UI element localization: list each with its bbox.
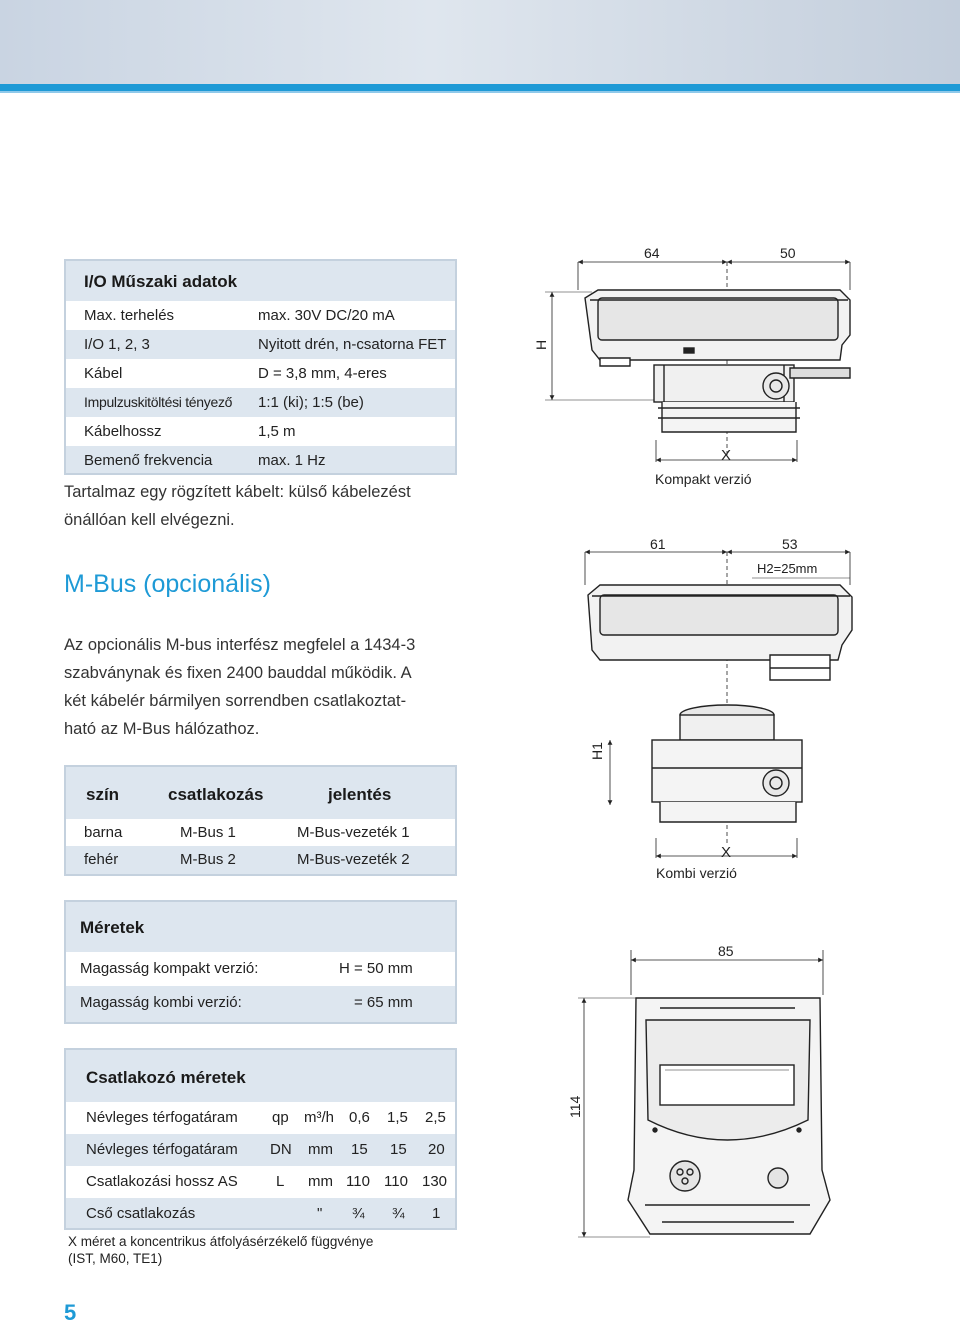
io-row: Max. terhelés max. 30V DC/20 mA xyxy=(66,301,455,330)
compact-version-drawing xyxy=(545,262,850,462)
compact-caption: Kompakt verzió xyxy=(655,471,752,487)
top-view-width: 85 xyxy=(718,943,734,959)
io-row: Kábel D = 3,8 mm, 4-eres xyxy=(66,359,455,388)
io-row: Impulzuskitöltési tényező 1:1 (ki); 1:5 (be) xyxy=(84,394,364,411)
kombi-x-label: X xyxy=(721,844,732,861)
compact-height-label: H xyxy=(533,339,549,350)
table-row: fehér M-Bus 2 M-Bus-vezeték 2 xyxy=(84,851,410,868)
table-row: Cső csatlakozás " ¾ ¾ 1 xyxy=(86,1205,441,1222)
meretek-row: Magasság kompakt verzió: H = 50 mm xyxy=(66,952,455,986)
kombi-dim-left: 61 xyxy=(650,536,666,552)
compact-x-label: X xyxy=(721,447,732,464)
table-row: barna M-Bus 1 M-Bus-vezeték 1 xyxy=(66,819,455,846)
compact-dim-right: 50 xyxy=(780,245,796,261)
mbus-para-line: szabványnak és fixen 2400 bauddal működik. A xyxy=(64,664,412,682)
compact-dim-left: 64 xyxy=(644,245,660,261)
mbus-para-line: ható az M-Bus hálózathoz. xyxy=(64,720,260,738)
mbus-heading: M-Bus (opcionális) xyxy=(64,570,272,598)
io-row: Bemenő frekvencia max. 1 Hz xyxy=(84,452,326,469)
kombi-h2-label: H2=25mm xyxy=(757,561,818,576)
mbus-col-header: szín xyxy=(86,785,120,804)
csatl-title: Csatlakozó méretek xyxy=(86,1068,246,1087)
table-row: Csatlakozási hossz AS L mm 110 110 130 xyxy=(66,1166,455,1198)
top-view-drawing xyxy=(578,950,830,1237)
table-row: Névleges térfogatáram qp m³/h 0,6 1,5 2,5 xyxy=(66,1102,455,1134)
kombi-version-drawing xyxy=(585,552,852,858)
footnote: X méret a koncentrikus átfolyásérzékelő függvénye (IST, M60, TE1) xyxy=(68,1234,374,1266)
meretek-title: Méretek xyxy=(80,918,145,937)
io-specs-title: I/O Műszaki adatok xyxy=(84,272,238,291)
table-row: Névleges térfogatáram DN mm 15 15 20 xyxy=(86,1141,445,1158)
mbus-para-line: két kábelér bármilyen sorrendben csatlakoztat- xyxy=(64,692,407,710)
meretek-row: Magasság kombi verzió: = 65 mm xyxy=(80,994,413,1011)
io-note-line1: Tartalmaz egy rögzített kábelt: külső kábelezést xyxy=(64,483,411,501)
kombi-caption: Kombi verzió xyxy=(656,865,737,881)
kombi-dim-right: 53 xyxy=(782,536,798,552)
mbus-col-header: jelentés xyxy=(328,785,392,804)
mbus-col-header: csatlakozás xyxy=(168,785,264,804)
io-row: I/O 1, 2, 3 Nyitott drén, n-csatorna FET xyxy=(84,336,447,353)
page-number: 5 xyxy=(64,1300,77,1325)
top-view-height: 114 xyxy=(567,1095,583,1118)
kombi-height-label: H1 xyxy=(589,742,605,760)
io-row: Kábelhossz 1,5 m xyxy=(66,417,455,446)
io-note-line2: önállóan kell elvégezni. xyxy=(64,511,235,529)
mbus-para-line: Az opcionális M-bus interfész megfelel a 1434-3 xyxy=(64,636,416,654)
